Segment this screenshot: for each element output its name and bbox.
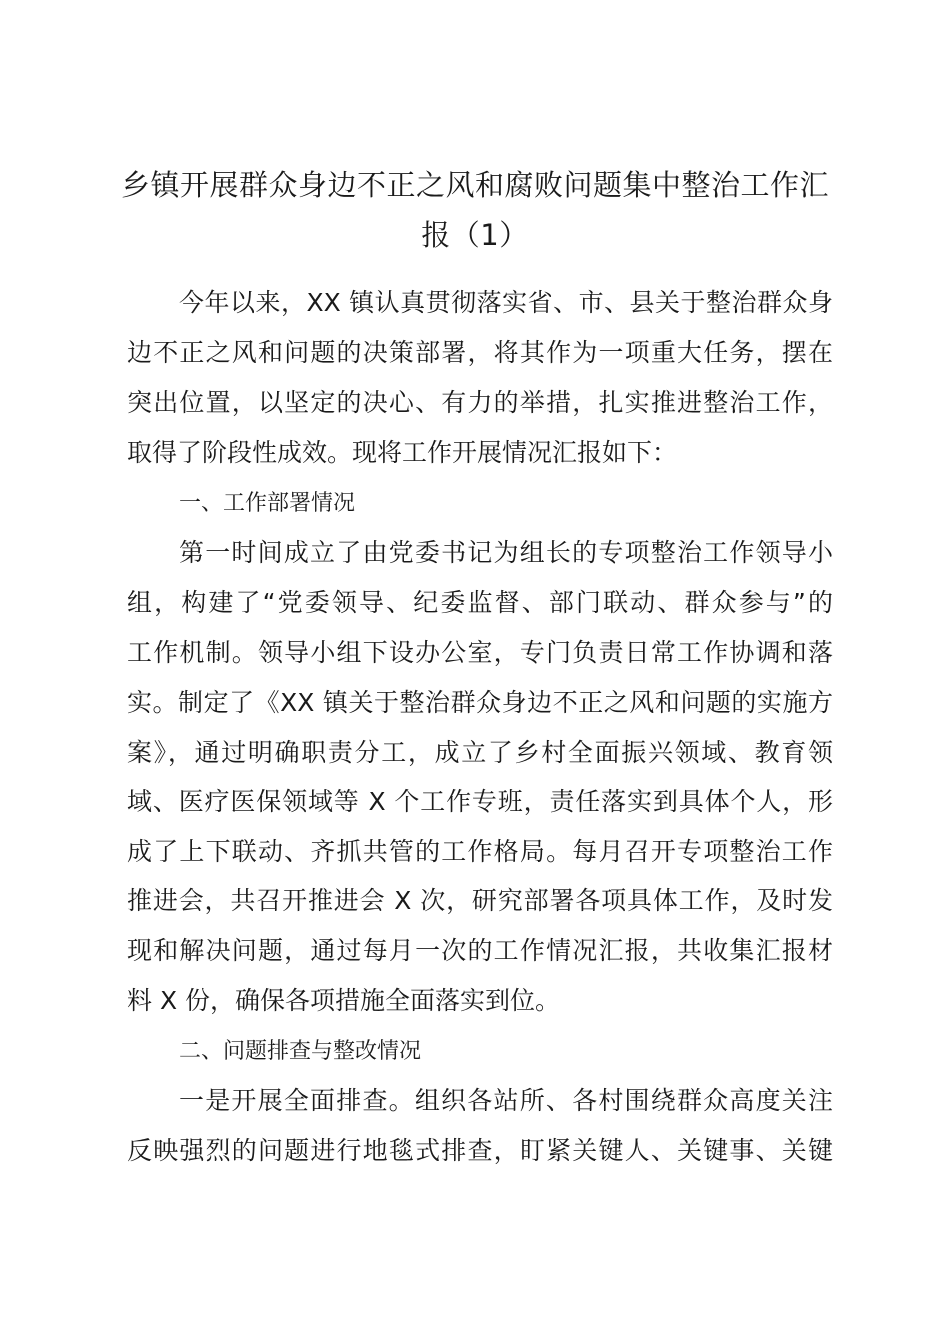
intro-line-1: 今年以来，XX 镇认真贯彻落实省、市、县关于整治群众身 [179, 288, 833, 317]
intro-line-4: 取得了阶段性成效。现将工作开展情况汇报如下： [127, 438, 678, 467]
intro-line-2: 边不正之风和问题的决策部署，将其作为一项重大任务，摆在 [127, 338, 833, 367]
section-1-line-2: 组，构建了“党委领导、纪委监督、部门联动、群众参与”的 [127, 588, 833, 617]
intro-line-3: 突出位置，以坚定的决心、有力的举措，扎实推进整治工作， [127, 388, 833, 417]
section-1-heading: 一、工作部署情况 [179, 491, 356, 516]
section-2-heading: 二、问题排查与整改情况 [179, 1039, 422, 1064]
section-1-line-5: 案》，通过明确职责分工，成立了乡村全面振兴领域、教育领 [127, 738, 833, 767]
document-title [120, 160, 830, 260]
section-1-line-10: 料 X 份，确保各项措施全面落实到位。 [127, 986, 561, 1015]
title-line-1: 乡镇开展群众身边不正之风和腐败问题集中整治工作汇 [120, 168, 829, 202]
section-1-line-8: 推进会，共召开推进会 X 次，研究部署各项具体工作，及时发 [127, 886, 833, 915]
section-1-line-3: 工作机制。领导小组下设办公室，专门负责日常工作协调和落 [127, 638, 833, 667]
section-1-line-4: 实。制定了《XX 镇关于整治群众身边不正之风和问题的实施方 [127, 688, 833, 717]
title-line-2: 报（1） [421, 218, 529, 252]
section-2-line-2: 反映强烈的问题进行地毯式排查，盯紧关键人、关键事、关键 [127, 1136, 833, 1165]
section-1-line-6: 域、医疗医保领域等 X 个工作专班，责任落实到具体个人，形 [127, 787, 833, 816]
section-1-line-1: 第一时间成立了由党委书记为组长的专项整治工作领导小 [179, 538, 833, 567]
section-1-line-9: 现和解决问题，通过每月一次的工作情况汇报，共收集汇报材 [127, 936, 833, 965]
section-1-line-7: 成了上下联动、齐抓共管的工作格局。每月召开专项整治工作 [127, 837, 833, 866]
section-2-line-1: 一是开展全面排查。组织各站所、各村围绕群众高度关注 [179, 1086, 833, 1115]
